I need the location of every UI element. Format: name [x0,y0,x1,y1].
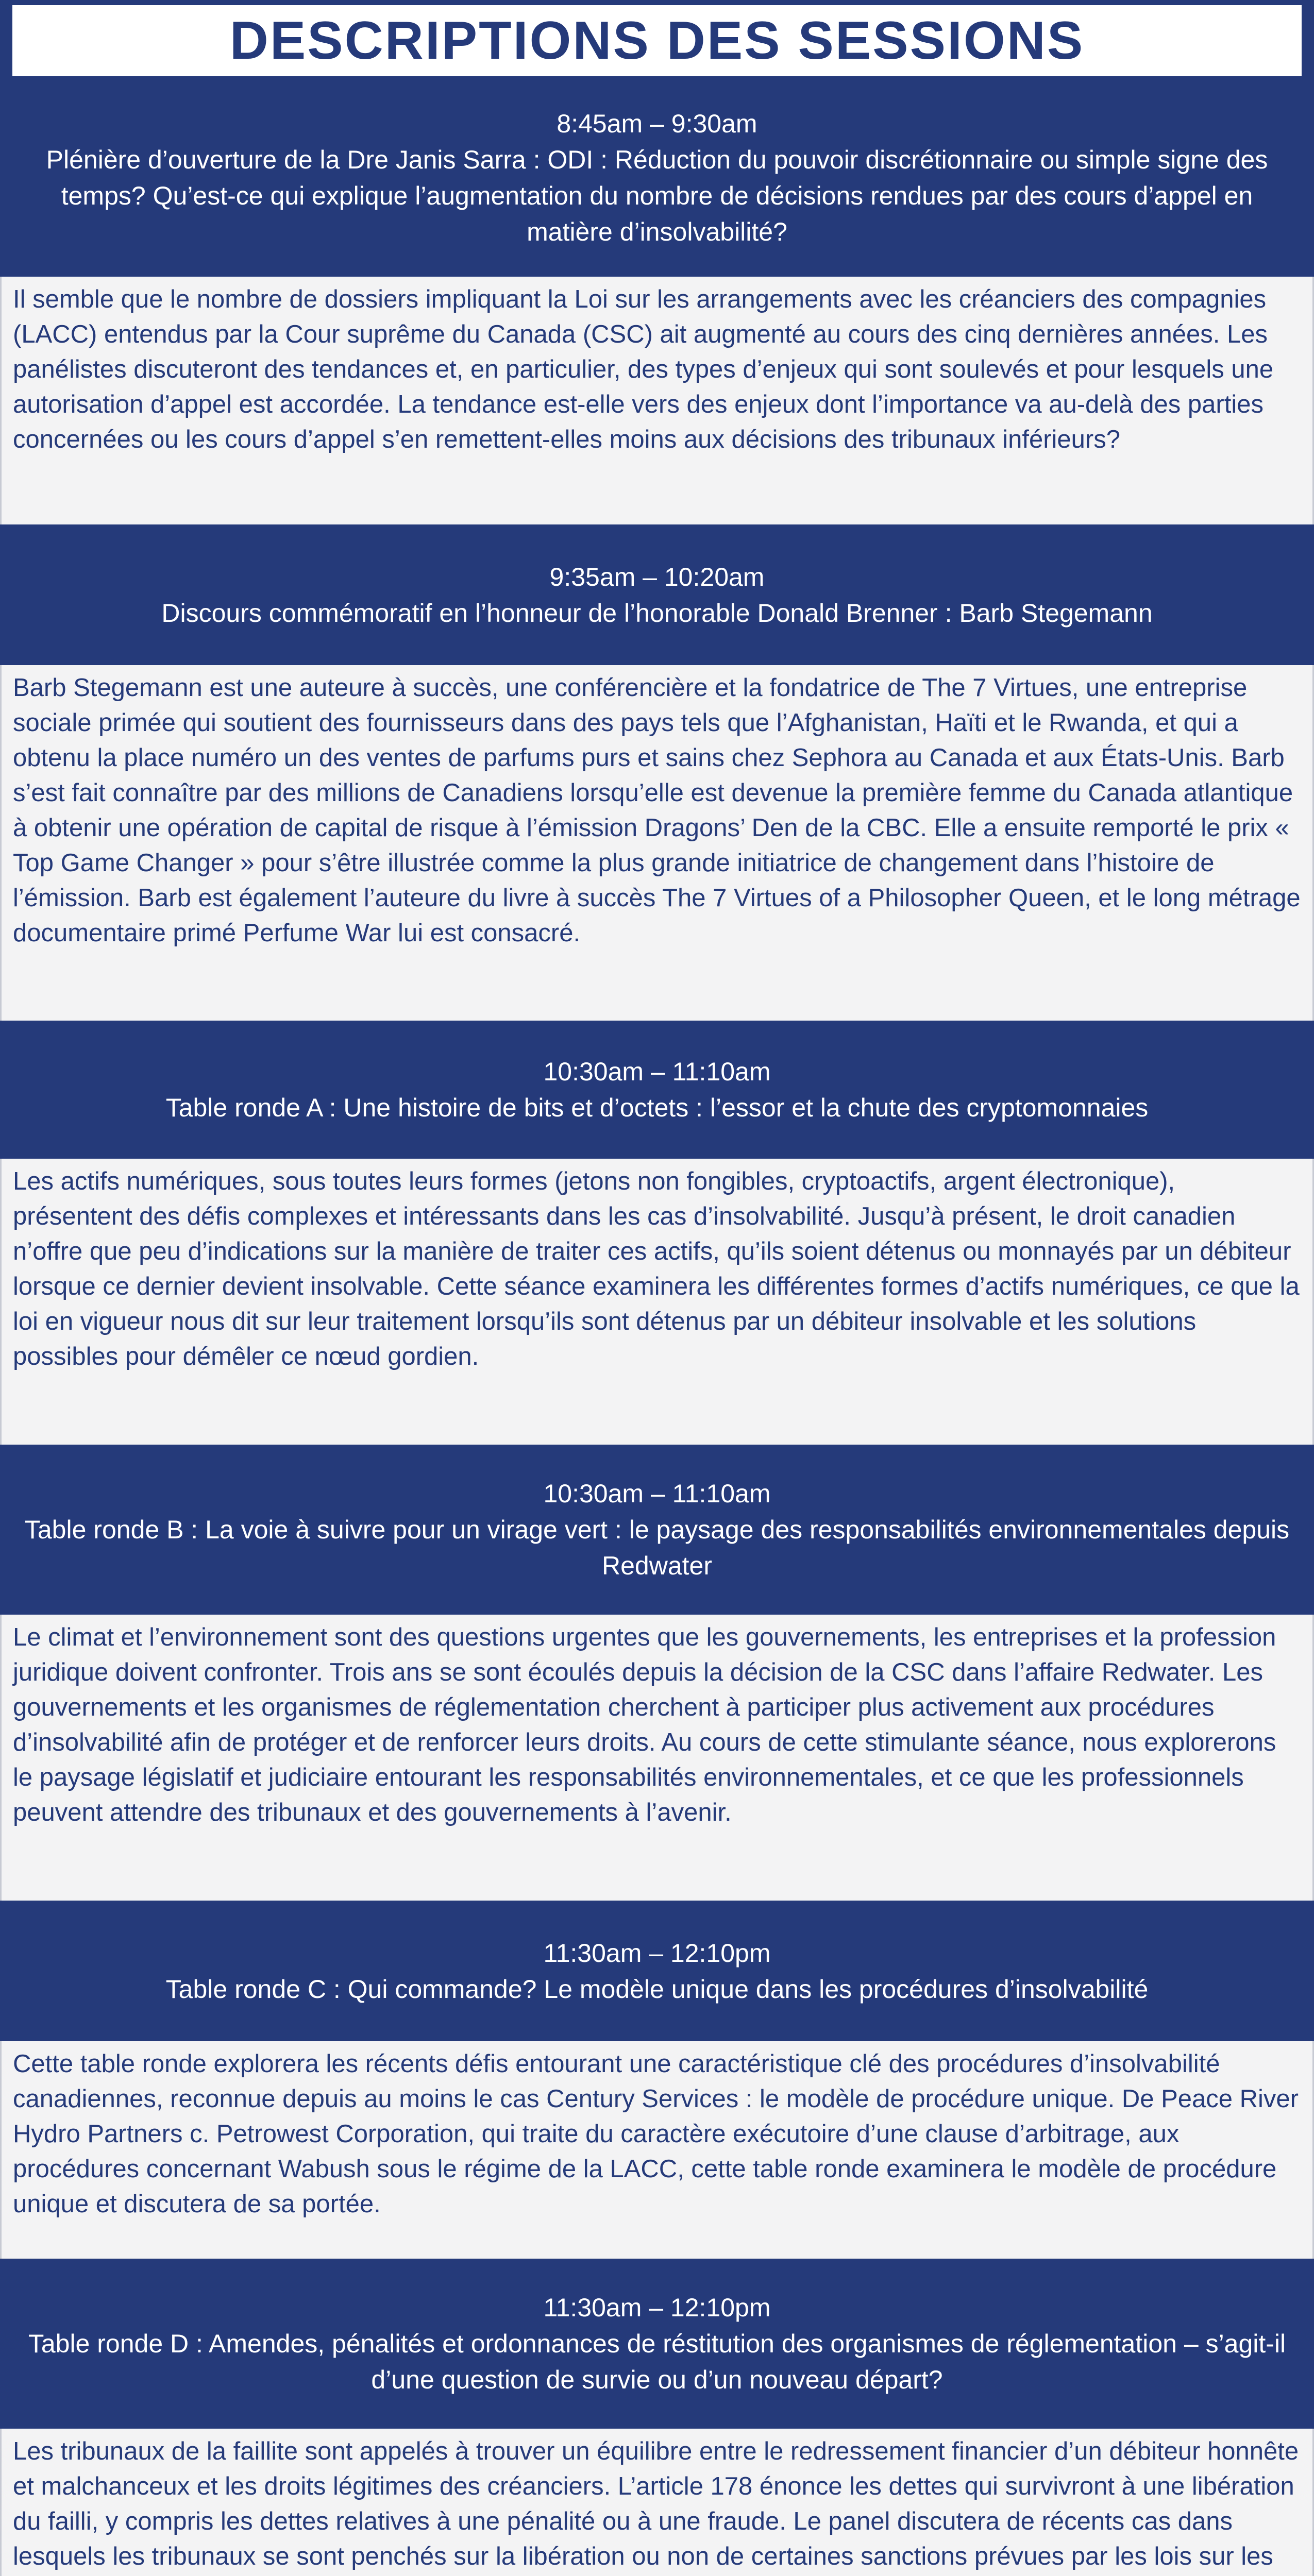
session-body-6 [0,2429,1314,2576]
session-description: Il semble que le nombre de dossiers impliquant la Loi sur les arrangements avec les créanciers des compagnies (LACC) entendus par la Cour suprême du Canada (CSC) ait augmenté au cours des cinq dernières années. Les panélistes discuteront des tendances et, en particulier, des types d’enjeux qui sont soulevés et pour lesquels une autorisation d’appel est accordée. La tendance est-elle vers des enjeux dont l’importance va au-delà des parties concernées ou les cours d’appel s’en remettent-elles moins aux décisions des tribunaux inférieurs? [13,285,1274,453]
session-time: 9:35am – 10:20am [549,562,765,591]
session-header-6 [0,2259,1314,2429]
session-description: Cette table ronde explorera les récents défis entourant une caractéristique clé des procédures d’insolvabilité canadiennes, reconnue depuis au moins le cas Century Services : le modèle de procédure unique. De Peace River Hydro Partners c. Petrowest Corporation, qui traite du caractère exécutoire d’une clause d’arbitrage, aux procédures concernant Wabush sous le régime de la LACC, cette table ronde examinera le modèle de procédure unique et discutera de sa portée. [13,2050,1299,2218]
session-description: Les tribunaux de la faillite sont appelés à trouver un équilibre entre le redressement financier d’un débiteur honnête et malchanceux et les droits légitimes des créanciers. L’article 178 énonce les dettes qui survivront à une libération du failli, y compris les dettes relatives à une pénalité ou à une fraude. Le panel discutera de récents cas dans lesquels les tribunaux se sont penchés sur la libération ou non de certaines sanctions prévues par les lois sur les [13,2437,1299,2570]
session-title: Table ronde A : Une histoire de bits et d’octets : l’essor et la chute des cryptomonnaies [165,1093,1149,1122]
session-title: Discours commémoratif en l’honneur de l’honorable Donald Brenner : Barb Stegemann [161,598,1153,628]
session-title: Table ronde D : Amendes, pénalités et ordonnances de réstitution des organismes de réglementation – s’agit-il d’une question de survie ou d’un nouveau départ? [28,2329,1286,2394]
session-description: Le climat et l’environnement sont des questions urgentes que les gouvernements, les entreprises et la profession juridique doivent confronter. Trois ans se sont écoulés depuis la décision de la CSC dans l’affaire Redwater. Les gouvernements et les organismes de réglementation cherchent à participer plus activement aux procédures d’insolvabilité afin de protéger et de renforcer leurs droits. Au cours de cette stimulante séance, nous explorerons le paysage législatif et judiciaire entourant les responsabilités environnementales, et ce que les professionnels peuvent attendre des tribunaux et des gouvernements à l’avenir. [13,1623,1276,1826]
session-body-4 [0,1615,1314,1901]
session-body-1 [0,277,1314,524]
session-title: Plénière d’ouverture de la Dre Janis Sarra : ODI : Réduction du pouvoir discrétionnaire ou simple signe des temps? Qu’est-ce qui explique l’augmentation du nombre de décisions rendues par des cours d’appel en matière d’insolvabilité? [46,145,1268,246]
session-header-3 [0,1021,1314,1159]
page-title: DESCRIPTIONS DES SESSIONS [229,11,1085,71]
session-title: Table ronde B : La voie à suivre pour un virage vert : le paysage des responsabilités environnementales depuis Redwater [24,1515,1290,1580]
session-description: Barb Stegemann est une auteure à succès, une conférencière et la fondatrice de The 7 Virtues, une entreprise sociale primée qui soutient des fournisseurs dans des pays tels que l’Afghanistan, Haïti et le Rwanda, et qui a obtenu la place numéro un des ventes de parfums purs et sains chez Sephora au Canada et aux États-Unis. Barb s’est fait connaître par des millions de Canadiens lorsqu’elle est devenue la première femme du Canada atlantique à obtenir une opération de capital de risque à l’émission Dragons’ Den de la CBC. Elle a ensuite remporté le prix « Top Game Changer » pour s’être illustrée comme la plus grande initiatrice de changement dans l’histoire de l’émission. Barb est également l’auteure du livre à succès The 7 Virtues of a Philosopher Queen, et le long métrage documentaire primé Perfume War lui est consacré. [13,674,1301,947]
session-header-5 [0,1901,1314,2041]
title-box [12,5,1302,76]
title-banner [0,0,1314,78]
session-header-1 [0,78,1314,277]
session-time: 10:30am – 11:10am [543,1057,771,1086]
session-description: Les actifs numériques, sous toutes leurs formes (jetons non fongibles, cryptoactifs, argent électronique), présentent des défis complexes et intéressants dans les cas d’insolvabilité. Jusqu’à présent, le droit canadien n’offre que peu d’indications sur la manière de traiter ces actifs, qu’ils soient détenus ou monnayés par un débiteur lorsque ce dernier devient insolvable. Cette séance examinera les différentes formes d’actifs numériques, ce que la loi en vigueur nous dit sur leur traitement lorsqu’ils sont détenus par un débiteur insolvable et les solutions possibles pour démêler ce nœud gordien. [13,1167,1300,1370]
session-body-3 [0,1159,1314,1445]
session-header-2 [0,524,1314,665]
session-body-5 [0,2041,1314,2259]
session-time: 11:30am – 12:10pm [543,1938,771,1968]
session-time: 11:30am – 12:10pm [543,2293,771,2322]
session-time: 8:45am – 9:30am [557,109,757,138]
session-time: 10:30am – 11:10am [543,1479,771,1508]
session-body-2 [0,665,1314,1021]
session-header-4 [0,1445,1314,1615]
session-title: Table ronde C : Qui commande? Le modèle unique dans les procédures d’insolvabilité [165,1974,1149,2004]
